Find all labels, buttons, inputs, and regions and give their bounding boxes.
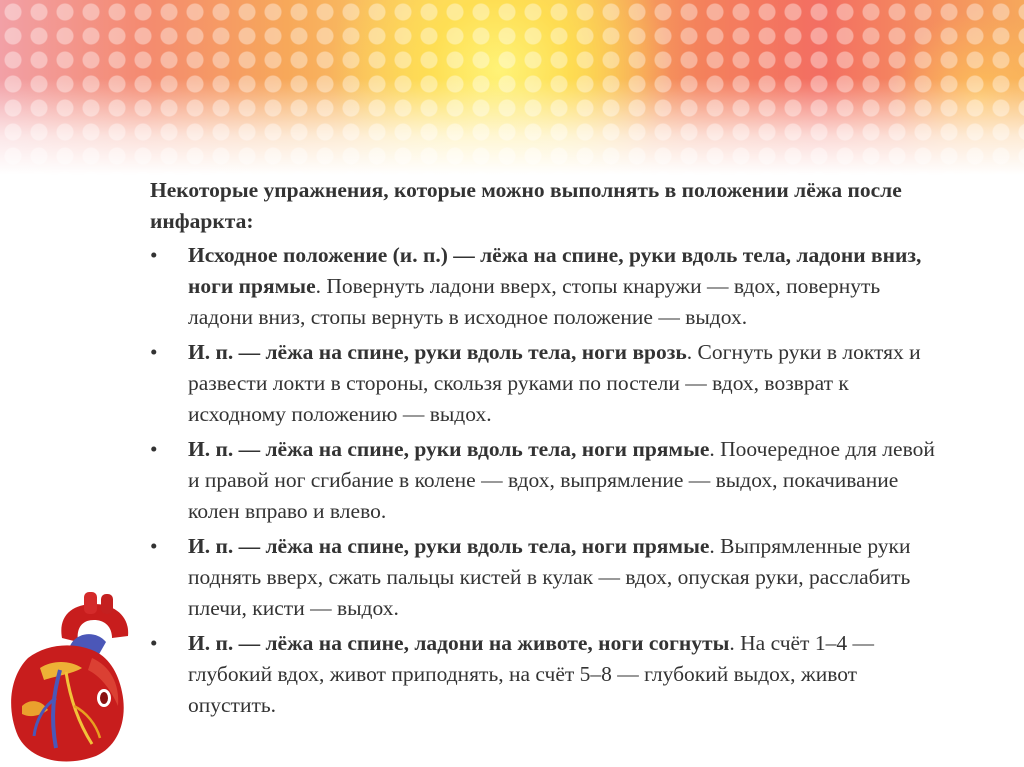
decorative-banner [0,0,1024,175]
intro-text: Некоторые упражнения, которые можно выполнять в положении лёжа после инфаркта: [150,178,902,233]
exercise-text: . Поочередное для левой и правой ног сгибание в колене — вдох, выпрямление — выдох, покачивание колен вправо и влево. [188,437,935,523]
exercise-item [150,628,950,721]
exercise-item [150,240,950,333]
anatomical-heart-icon [0,588,140,767]
bullet-marker: • [150,340,158,364]
exercise-text: . На счёт 1–4 — глубокий вдох, живот приподнять, на счёт 5–8 — глубокий выдох, живот опустить. [188,631,874,717]
slide-content [150,175,950,725]
exercise-lead: И. п. — лёжа на спине, руки вдоль тела, ноги прямые [188,437,710,461]
bullet-marker: • [150,437,158,461]
bullet-marker: • [150,534,158,558]
exercise-text: . Согнуть руки в локтях и развести локти в стороны, скользя руками по постели — вдох, возврат к исходному положению — выдох. [188,340,921,426]
exercise-lead: И. п. — лёжа на спине, руки вдоль тела, ноги прямые [188,534,710,558]
bullet-marker: • [150,631,158,655]
exercise-lead: И. п. — лёжа на спине, ладони на животе, ноги согнуты [188,631,730,655]
exercise-list [150,240,950,721]
exercise-item [150,337,950,430]
exercise-text: . Выпрямленные руки поднять вверх, сжать пальцы кистей в кулак — вдох, опуская руки, расслабить плечи, кисти — выдох. [188,534,911,620]
exercise-item [150,434,950,527]
exercise-lead: Исходное положение (и. п.) — лёжа на спине, руки вдоль тела, ладони вниз, ноги прямые [188,243,922,298]
exercise-item [150,531,950,624]
exercise-lead: И. п. — лёжа на спине, руки вдоль тела, ноги врозь [188,340,687,364]
exercise-text: . Повернуть ладони вверх, стопы кнаружи — вдох, повернуть ладони вниз, стопы вернуть в исходное положение — выдох. [188,274,881,329]
bullet-marker: • [150,243,158,267]
